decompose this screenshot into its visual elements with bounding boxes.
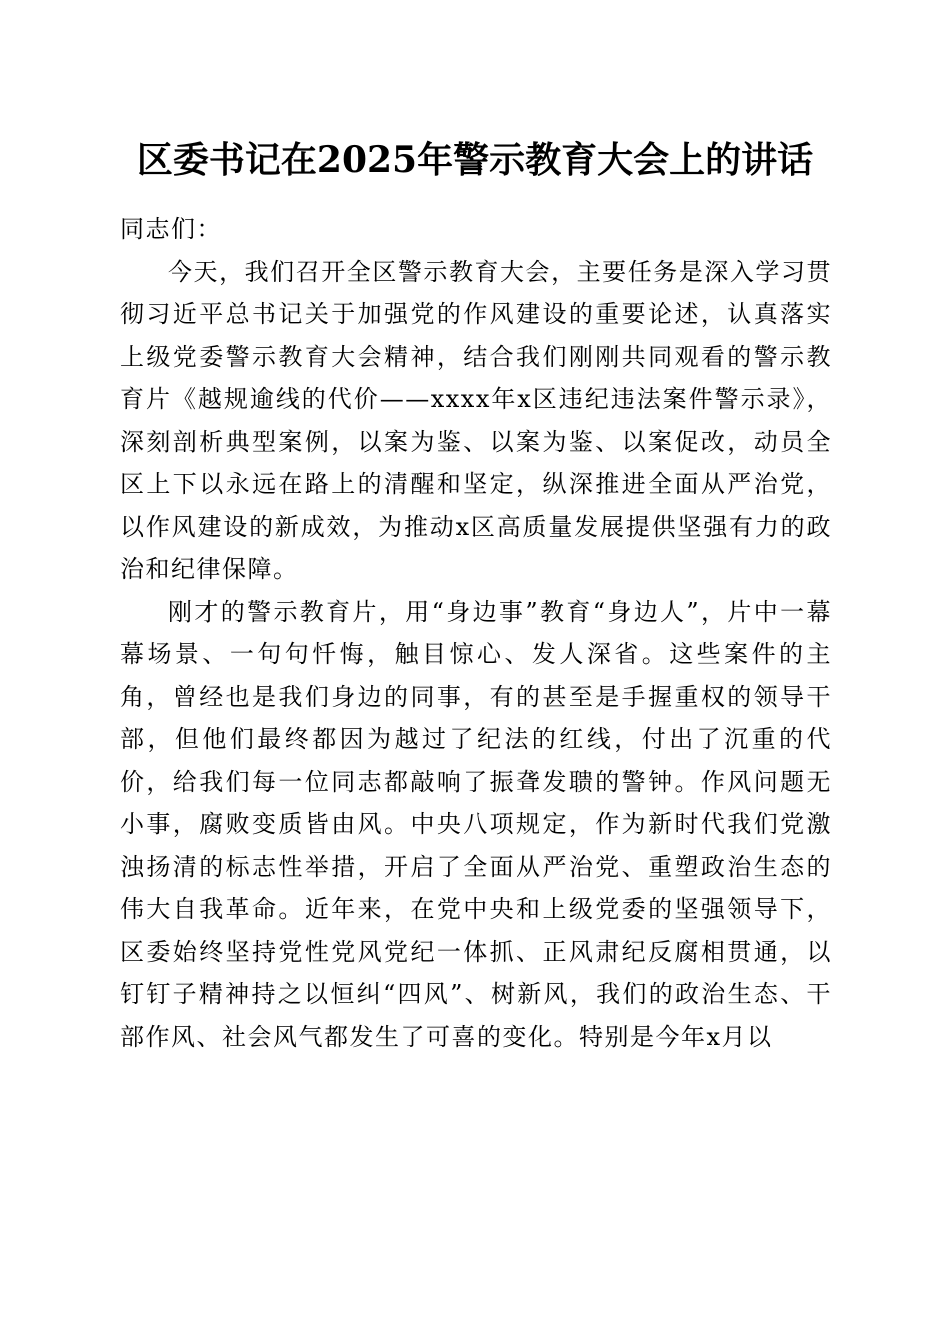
paragraph-2: 刚才的警示教育片，用“身边事”教育“身边人”，片中一幕幕场景、一句句忏悔，触目惊心、发人深省。这些案件的主角，曾经也是我们身边的同事，有的甚至是手握重权的领导干部，但他们最终都因为越过了纪法的红线，付出了沉重的代价，给我们每一位同志都敲响了振聋发聩的警钟。作风问题无小事，腐败变质皆由风。中央八项规定，作为新时代我们党激浊扬清的标志性举措，开启了全面从严治党、重塑政治生态的伟大自我革命。近年来，在党中央和上级党委的坚强领导下，区委始终坚持党性党风党纪一体抓、正风肃纪反腐相贯通，以钉钉子精神持之以恒纠“四风”、树新风，我们的政治生态、干部作风、社会风气都发生了可喜的变化。特别是今年x月以	[120, 597, 832, 1051]
document-body	[120, 208, 832, 1058]
paragraph-1: 今天，我们召开全区警示教育大会，主要任务是深入学习贯彻习近平总书记关于加强党的作风建设的重要论述，认真落实上级党委警示教育大会精神，结合我们刚刚共同观看的警示教育片《越规逾线的代价——xxxx年x区违纪违法案件警示录》，深刻剖析典型案例，以案为鉴、以案为鉴、以案促改，动员全区上下以永远在路上的清醒和坚定，纵深推进全面从严治党，以作风建设的新成效，为推动x区高质量发展提供坚强有力的政治和纪律保障。	[120, 257, 832, 583]
salutation: 同志们：	[120, 215, 222, 243]
document-title: 区委书记在2025年警示教育大会上的讲话	[136, 139, 814, 181]
